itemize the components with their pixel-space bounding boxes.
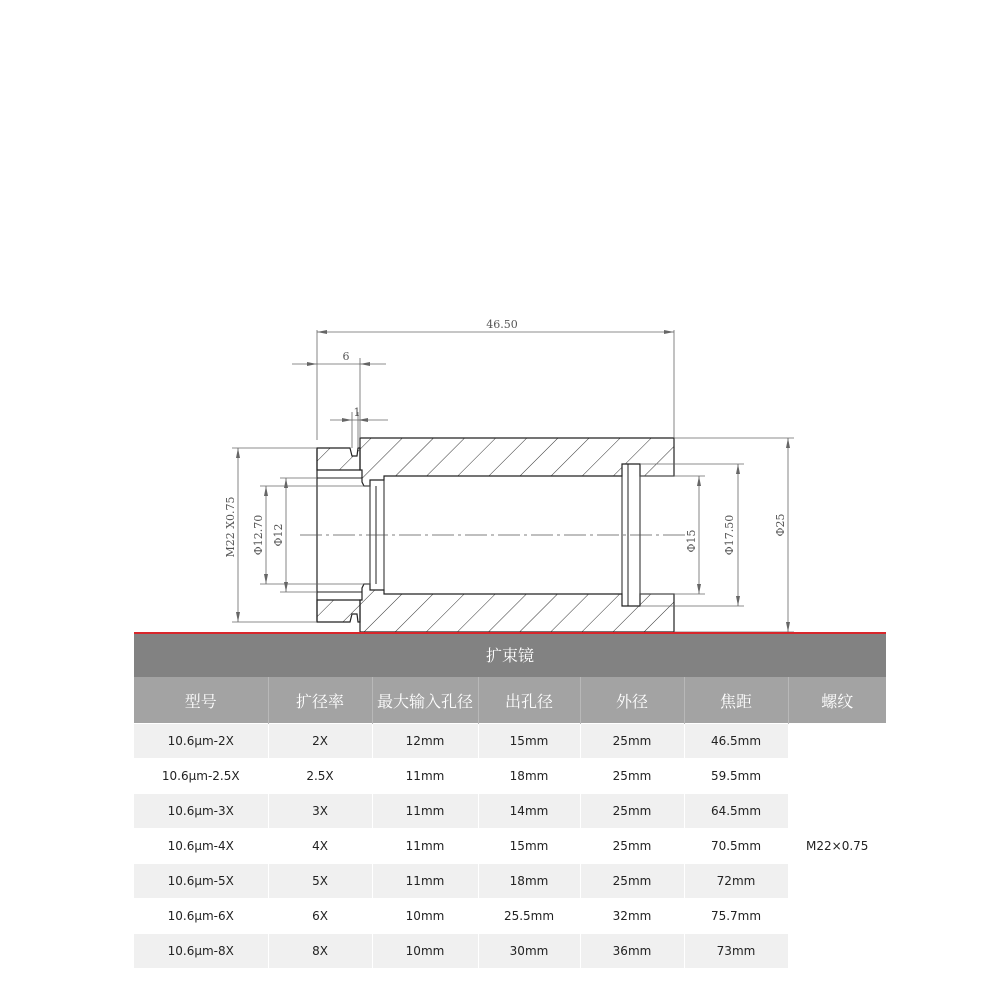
header-outer-diameter: 外径 (580, 677, 684, 724)
table-row (134, 759, 886, 794)
cell-max-input: 10mm (372, 899, 478, 934)
cell-outer-diameter: 25mm (580, 724, 684, 759)
cell-focal-length: 72mm (684, 864, 788, 899)
cell-outer-diameter: 25mm (580, 759, 684, 794)
cell-expansion: 4X (268, 829, 372, 864)
header-thread: 螺纹 (788, 677, 886, 724)
cell-focal-length: 75.7mm (684, 899, 788, 934)
cell-model: 10.6μm-2.5X (134, 759, 268, 794)
cell-output: 15mm (478, 724, 580, 759)
dimension-arrows (236, 330, 790, 632)
overall-length-label: 46.50 (486, 318, 518, 331)
cell-max-input: 11mm (372, 829, 478, 864)
cell-expansion: 8X (268, 934, 372, 969)
cell-thread: M22×0.75 (788, 724, 886, 969)
cell-model: 10.6μm-2X (134, 724, 268, 759)
cell-output: 25.5mm (478, 899, 580, 934)
cell-expansion: 2.5X (268, 759, 372, 794)
bore-diameter-label: Φ15 (685, 529, 698, 553)
table-row (134, 724, 886, 759)
header-expansion: 扩径率 (268, 677, 372, 724)
table-row (134, 864, 886, 899)
thread-label: M22 X0.75 (224, 496, 237, 558)
cell-max-input: 12mm (372, 724, 478, 759)
lens-tube-section (300, 438, 690, 632)
cell-expansion: 5X (268, 864, 372, 899)
cell-outer-diameter: 25mm (580, 864, 684, 899)
dimension-lines (232, 330, 794, 632)
seat-diameter-label: Φ17.50 (723, 514, 736, 556)
cell-outer-diameter: 32mm (580, 899, 684, 934)
table-row (134, 794, 886, 829)
table-row (134, 899, 886, 934)
table-row (134, 934, 886, 969)
cell-output: 18mm (478, 864, 580, 899)
cell-outer-diameter: 25mm (580, 829, 684, 864)
header-output: 出孔径 (478, 677, 580, 724)
table-title: 扩束镜 (134, 634, 886, 677)
header-model: 型号 (134, 677, 268, 724)
step-length-label: 6 (342, 350, 350, 363)
outer-diameter-label: Φ25 (774, 513, 787, 537)
inner-diameter-1-label: Φ12.70 (252, 514, 265, 556)
cell-output: 18mm (478, 759, 580, 794)
cell-output: 30mm (478, 934, 580, 969)
cell-model: 10.6μm-5X (134, 864, 268, 899)
cell-focal-length: 70.5mm (684, 829, 788, 864)
table-header-row (134, 677, 886, 724)
cell-model: 10.6μm-8X (134, 934, 268, 969)
groove-width-label: 1 (353, 406, 361, 419)
cell-expansion: 6X (268, 899, 372, 934)
cell-outer-diameter: 25mm (580, 794, 684, 829)
header-focal-length: 焦距 (684, 677, 788, 724)
cell-focal-length: 46.5mm (684, 724, 788, 759)
cell-model: 10.6μm-3X (134, 794, 268, 829)
cell-expansion: 3X (268, 794, 372, 829)
cell-focal-length: 73mm (684, 934, 788, 969)
cell-output: 14mm (478, 794, 580, 829)
cell-max-input: 11mm (372, 794, 478, 829)
spec-table (134, 677, 886, 968)
inner-diameter-2-label: Φ12 (272, 523, 285, 547)
table-row (134, 829, 886, 864)
cell-focal-length: 64.5mm (684, 794, 788, 829)
cell-model: 10.6μm-6X (134, 899, 268, 934)
spec-table-section (134, 632, 886, 968)
header-max-input: 最大输入孔径 (372, 677, 478, 724)
cell-focal-length: 59.5mm (684, 759, 788, 794)
cell-max-input: 11mm (372, 759, 478, 794)
cell-max-input: 11mm (372, 864, 478, 899)
cell-model: 10.6μm-4X (134, 829, 268, 864)
cell-output: 15mm (478, 829, 580, 864)
cell-max-input: 10mm (372, 934, 478, 969)
cell-outer-diameter: 36mm (580, 934, 684, 969)
cell-expansion: 2X (268, 724, 372, 759)
